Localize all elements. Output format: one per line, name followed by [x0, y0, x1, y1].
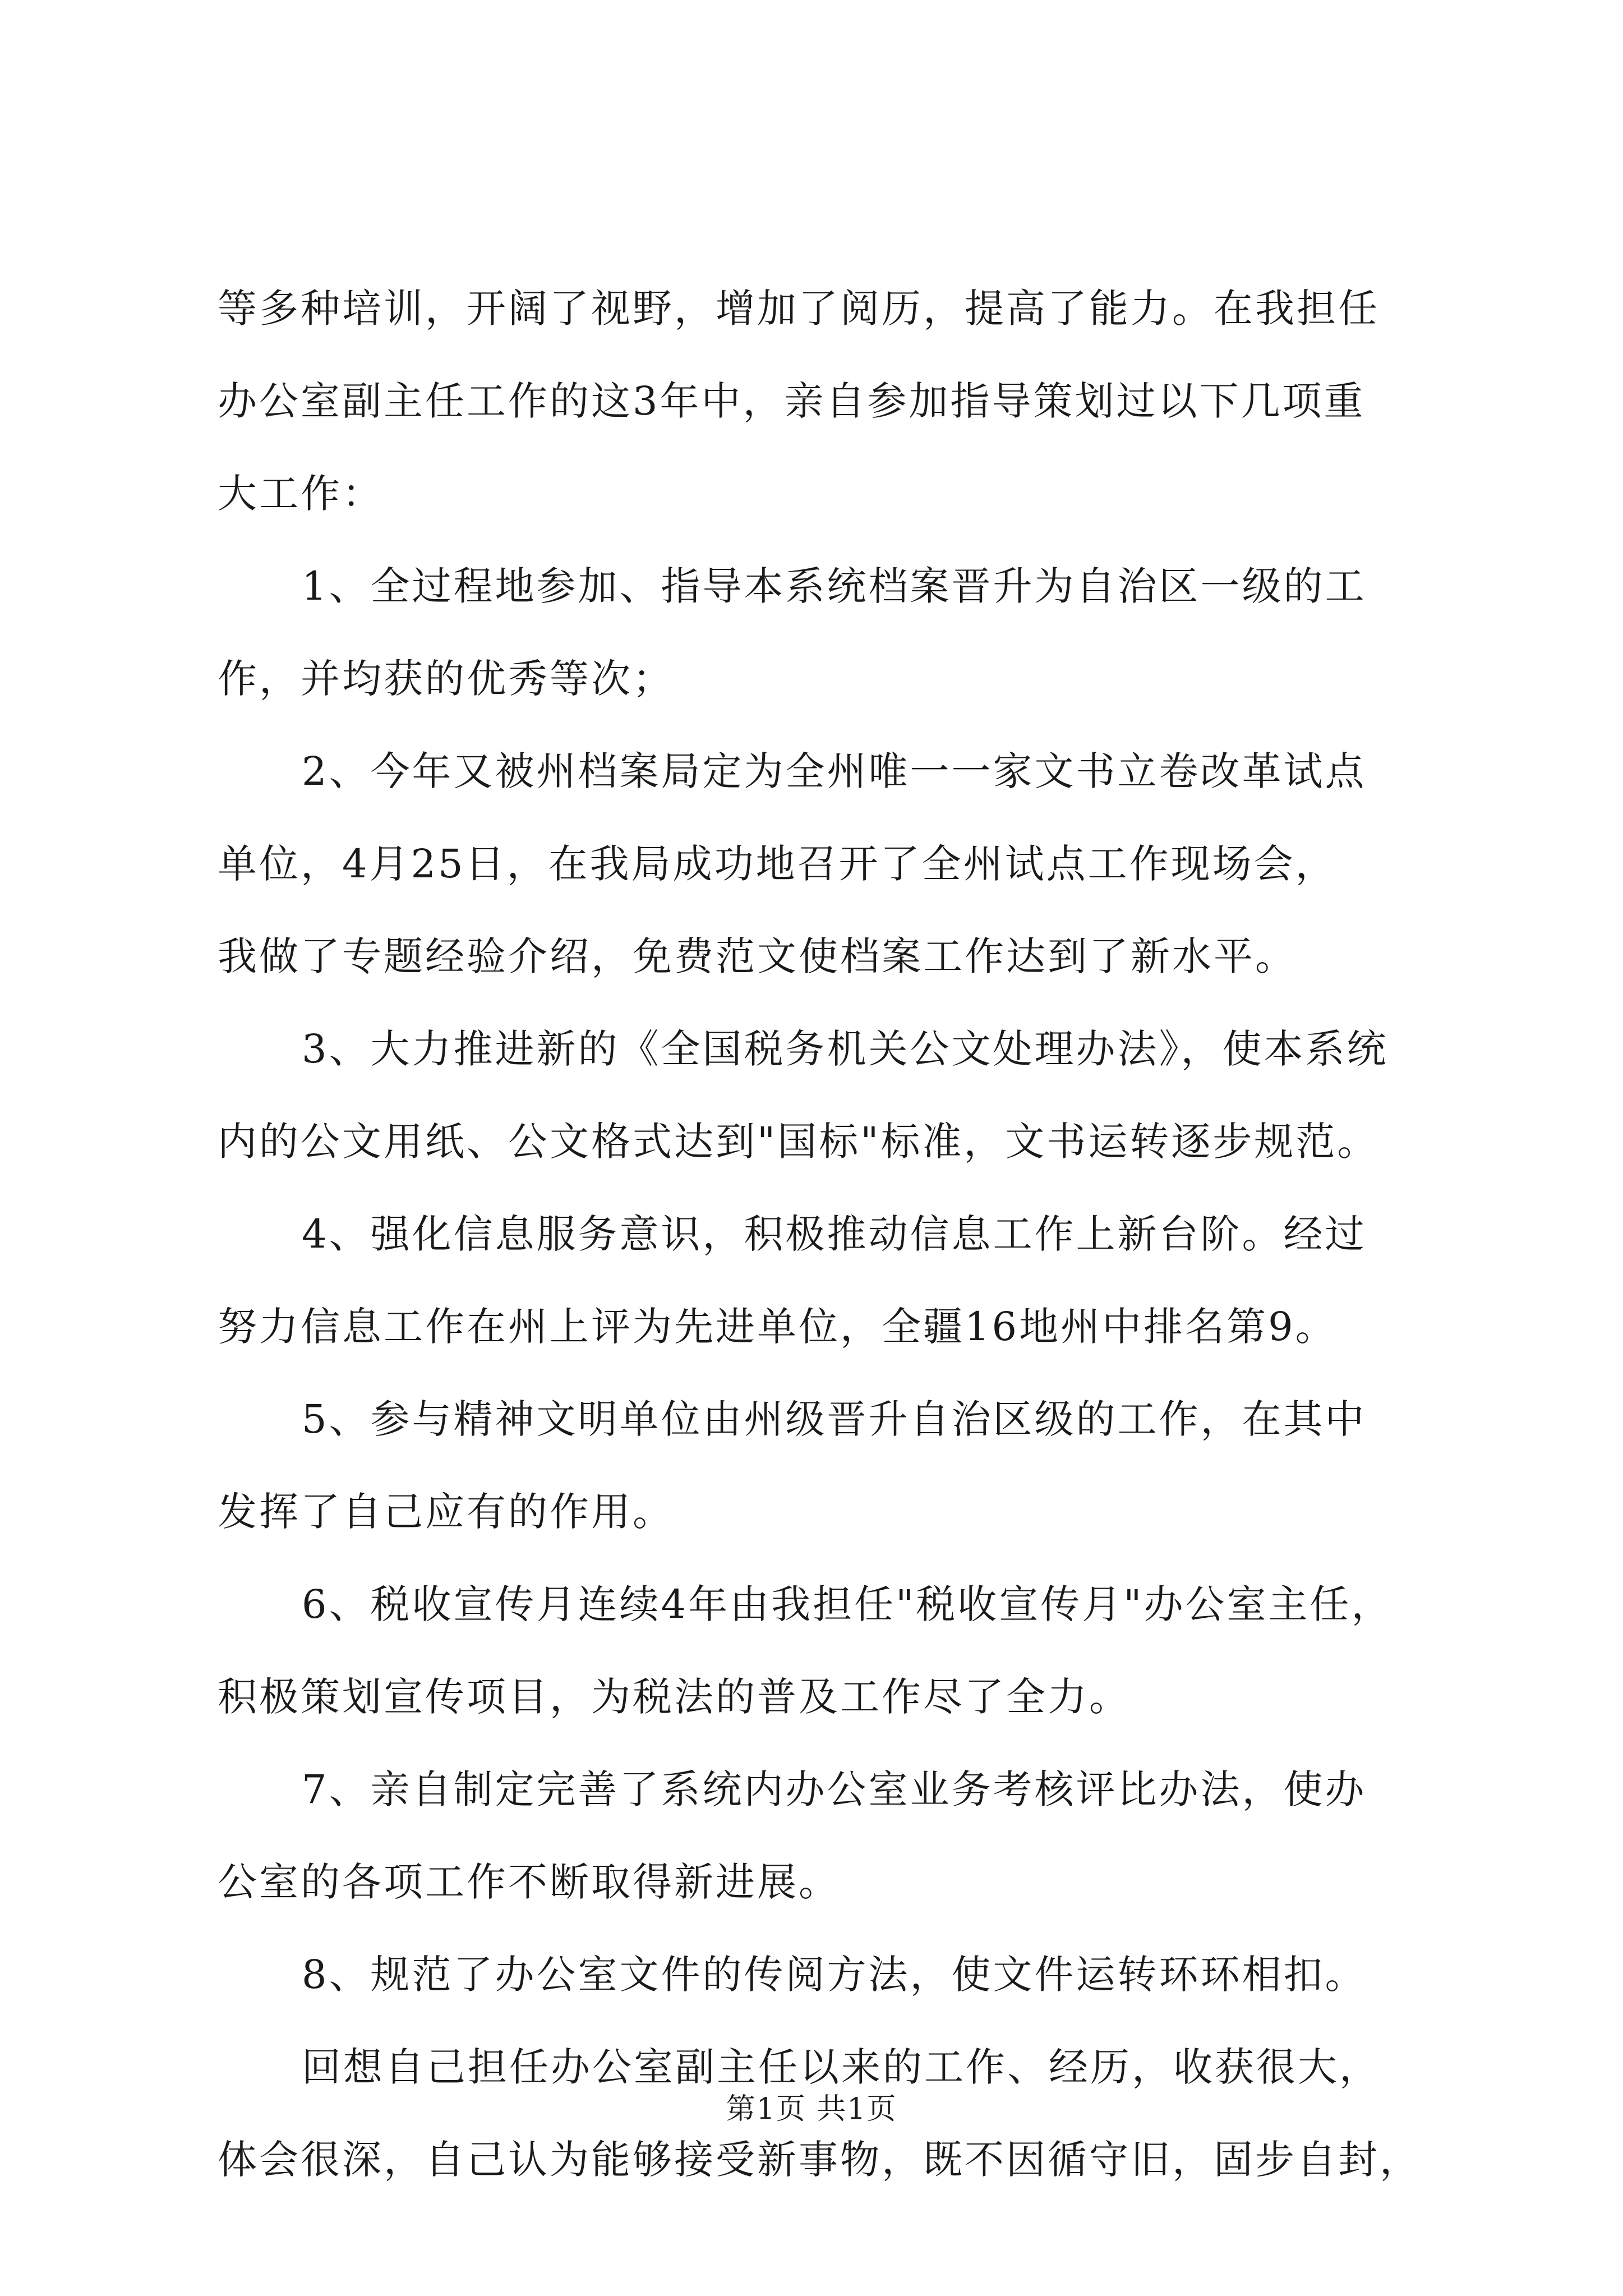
list-item-3-line: 3、大力推进新的《全国税务机关公文处理办法》，使本系统	[302, 1026, 1389, 1072]
page-footer: 第1页 共1页	[726, 2092, 897, 2126]
list-item-2-line: 2、今年又被州档案局定为全州唯一一家文书立卷改革试点	[302, 748, 1367, 794]
list-item-6-line: 6、税收宣传月连续4年由我担任"税收宣传月"办公室主任，	[302, 1581, 1393, 1627]
text-line: 作，并均获的优秀等次；	[218, 656, 674, 702]
document-body	[218, 263, 1421, 2206]
paragraph-line: 回想自己担任办公室副主任以来的工作、经历，收获很大，	[302, 2044, 1381, 2090]
text-line: 公室的各项工作不断取得新进展。	[218, 1859, 840, 1905]
text-line: 大工作：	[218, 471, 384, 517]
text-line: 我做了专题经验介绍，免费范文使档案工作达到了新水平。	[218, 933, 1297, 979]
list-item-7-line: 7、亲自制定完善了系统内办公室业务考核评比办法，使办	[302, 1766, 1367, 1812]
text-line: 内的公文用纸、公文格式达到"国标"标准，文书运转逐步规范。	[218, 1119, 1379, 1165]
list-item-5-line: 5、参与精神文明单位由州级晋升自治区级的工作，在其中	[302, 1396, 1367, 1442]
text-line: 办公室副主任工作的这3年中，亲自参加指导策划过以下几项重	[218, 378, 1366, 424]
list-item-4-line: 4、强化信息服务意识，积极推动信息工作上新台阶。经过	[302, 1211, 1367, 1257]
text-line: 努力信息工作在州上评为先进单位，全疆16地州中排名第9。	[218, 1304, 1337, 1350]
text-line: 积极策划宣传项目，为税法的普及工作尽了全力。	[218, 1674, 1131, 1720]
text-line: 单位，4月25日，在我局成功地召开了全州试点工作现场会，	[218, 841, 1337, 887]
list-item-8-line: 8、规范了办公室文件的传阅方法，使文件运转环环相扣。	[302, 1952, 1367, 1998]
text-line: 体会很深，自己认为能够接受新事物，既不因循守旧，固步自封，	[218, 2137, 1421, 2183]
text-line: 发挥了自己应有的作用。	[218, 1489, 674, 1535]
list-item-1-line: 1、全过程地参加、指导本系统档案晋升为自治区一级的工	[302, 563, 1367, 609]
text-line: 等多种培训，开阔了视野，增加了阅历，提高了能力。在我担任	[218, 286, 1380, 332]
